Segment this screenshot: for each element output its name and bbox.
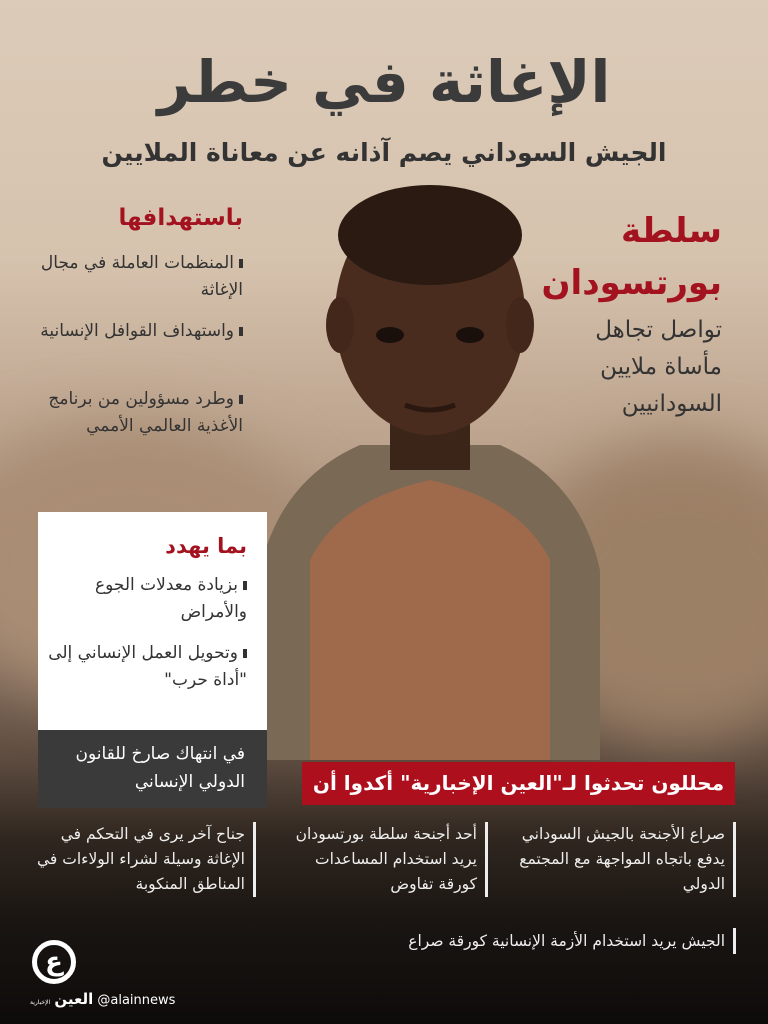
- final-point: الجيش يريد استخدام الأزمة الإنسانية كورقة صراع: [408, 928, 736, 954]
- item-text: وتحويل العمل الإنساني إلى "أداة حرب": [48, 643, 247, 690]
- item-text: وطرد مسؤولين من برنامج الأغذية العالمي الأممي: [48, 389, 243, 436]
- text-line: السودانيين: [621, 391, 722, 417]
- threat-heading: بما يهدد: [165, 534, 247, 558]
- authority-heading-line: سلطة: [620, 211, 722, 251]
- analysis-point: أحد أجنحة سلطة بورتسودان يريد استخدام المساعدات كورقة تفاوض: [273, 822, 488, 897]
- authority-heading-line: بورتسودان: [541, 263, 722, 303]
- logo-subtext: الإخبارية: [30, 999, 51, 1006]
- bullet-icon: [239, 395, 243, 404]
- authority-heading: [542, 205, 722, 309]
- violation-box: في انتهاك صارخ للقانون الدولي الإنساني: [38, 730, 267, 808]
- text-line: تواصل تجاهل: [595, 317, 722, 343]
- analysts-banner: محللون تحدثوا لـ"العين الإخبارية" أكدوا أن: [302, 762, 735, 805]
- bullet-icon: [239, 259, 243, 268]
- footer-line: [30, 990, 175, 1008]
- al-ain-logo-icon: ع: [32, 940, 76, 984]
- analysis-point: صراع الأجنحة بالجيش السوداني يدفع باتجاه المواجهة مع المجتمع الدولي: [516, 822, 736, 897]
- analysis-point: جناح آخر يرى في التحكم في الإغاثة وسيلة لشراء الولاءات في المناطق المنكوبة: [31, 822, 256, 897]
- page-title: الإغاثة في خطر: [157, 48, 611, 116]
- brand-logo: [30, 940, 175, 1008]
- bullet-icon: [243, 581, 247, 590]
- targeting-heading: باستهدافها: [118, 205, 243, 231]
- page-subtitle: الجيش السوداني يصم آذانه عن معاناة الملايين: [101, 138, 667, 167]
- threat-box: [38, 512, 267, 730]
- targeting-item: [33, 250, 243, 304]
- targeting-item: [33, 318, 243, 345]
- item-text: واستهداف القوافل الإنسانية: [40, 321, 234, 341]
- bullet-icon: [239, 327, 243, 336]
- item-text: المنظمات العاملة في مجال الإغاثة: [40, 253, 243, 300]
- social-handle: @alainnews: [97, 993, 176, 1008]
- logo-text: العين: [54, 990, 94, 1008]
- authority-text: [595, 312, 722, 423]
- targeting-item: [33, 386, 243, 440]
- bullet-icon: [243, 649, 247, 658]
- threat-item: [48, 572, 247, 626]
- text-line: مأساة ملايين: [600, 354, 722, 380]
- threat-item: [48, 640, 247, 694]
- item-text: بزيادة معدلات الجوع والأمراض: [94, 575, 247, 622]
